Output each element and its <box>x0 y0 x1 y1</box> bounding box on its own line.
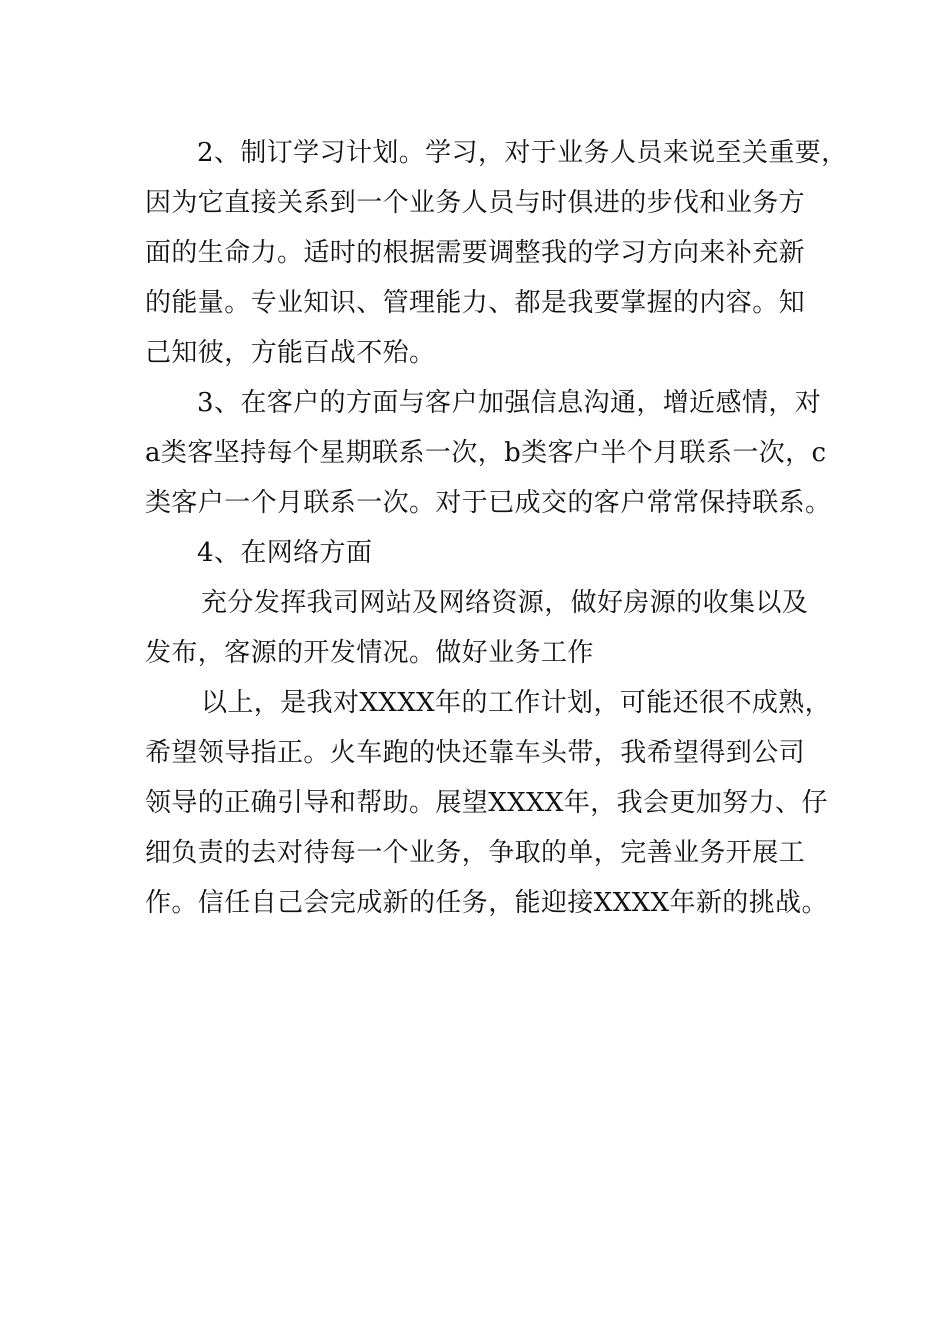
paragraph-4-heading: 4、在网络方面 <box>197 538 373 568</box>
paragraph-2-line-3: 面的生命力。适时的根据需要调整我的学习方向来补充新 <box>145 238 806 268</box>
closing-paragraph-line-4: 细负责的去对待每一个业务，争取的单，完善业务开展工 <box>145 838 806 868</box>
closing-paragraph-line-2: 希望领导指正。火车跑的快还靠车头带，我希望得到公司 <box>145 738 806 768</box>
closing-paragraph-line-1: 以上，是我对XXXX年的工作计划，可能还很不成熟， <box>201 688 832 718</box>
document-body <box>145 128 848 928</box>
paragraph-4-line-1: 充分发挥我司网站及网络资源，做好房源的收集以及 <box>201 588 809 618</box>
paragraph-2-line-1: 2、制订学习计划。学习，对于业务人员来说至关重要， <box>197 138 848 168</box>
paragraph-2-line-5: 己知彼，方能百战不殆。 <box>145 338 436 368</box>
paragraph-3-line-1: 3、在客户的方面与客户加强信息沟通，增近感情，对 <box>197 388 822 418</box>
paragraph-2-line-4: 的能量。专业知识、管理能力、都是我要掌握的内容。知 <box>145 288 806 318</box>
paragraph-3-line-2: a类客坚持每个星期联系一次，b类客户半个月联系一次，c <box>145 438 827 468</box>
closing-paragraph-line-5: 作。信任自己会完成新的任务，能迎接XXXX年新的挑战。 <box>145 888 828 918</box>
paragraph-2-line-2: 因为它直接关系到一个业务人员与时俱进的步伐和业务方 <box>145 188 806 218</box>
paragraph-3-line-3: 类客户一个月联系一次。对于已成交的客户常常保持联系。 <box>145 488 832 518</box>
paragraph-4-line-2: 发布，客源的开发情况。做好业务工作 <box>145 638 594 668</box>
closing-paragraph-line-3: 领导的正确引导和帮助。展望XXXX年，我会更加努力、仔 <box>145 788 828 818</box>
